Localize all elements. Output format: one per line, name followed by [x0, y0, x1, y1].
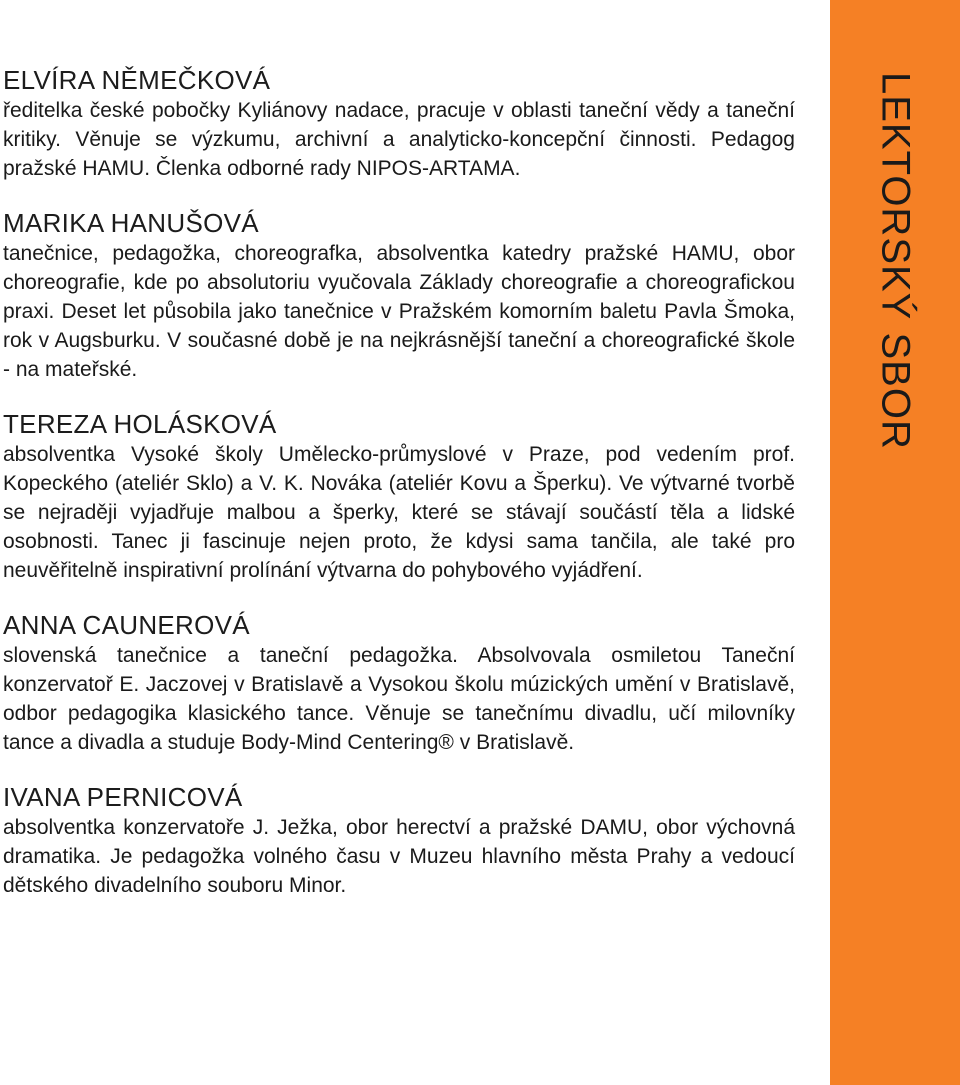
- sidebar-title: LEKTORSKÝ SBOR: [873, 72, 918, 450]
- person-bio: tanečnice, pedagožka, choreografka, absolventka katedry pražské HAMU, obor choreografie, kde po absolutoriu vyučovala Základy choreografie a choreografickou praxi. Deset let působila jako tanečnice v Pražském komorním baletu Pavla Šmoka, rok v Augsburku. V současné době je na nejkrásnější taneční a choreografické škole - na mateřské.: [3, 242, 795, 381]
- person-name: MARIKA HANUŠOVÁ: [3, 208, 259, 238]
- person-entry: [3, 609, 795, 757]
- person-bio: absolventka Vysoké školy Umělecko-průmyslové v Praze, pod vedením prof. Kopeckého (ateliér Sklo) a V. K. Nováka (ateliér Kovu a Šperku). Ve výtvarné tvorbě se nejraději vyjadřuje malbou a šperky, které se stávají součástí těla a lidské osobnosti. Tanec ji fascinuje nejen proto, že kdysi sama tančila, ale také pro neuvěřitelně inspirativní prolínání výtvarna do pohybového vyjádření.: [3, 443, 795, 582]
- person-name: IVANA PERNICOVÁ: [3, 782, 243, 812]
- person-entry: [3, 781, 795, 900]
- person-name: ELVÍRA NĚMEČKOVÁ: [3, 65, 271, 95]
- person-entry: [3, 207, 795, 384]
- person-name: ANNA CAUNEROVÁ: [3, 610, 250, 640]
- person-name: TEREZA HOLÁSKOVÁ: [3, 409, 277, 439]
- lecturers-list: [3, 64, 795, 900]
- person-bio: slovenská tanečnice a taneční pedagožka. Absolvovala osmiletou Taneční konzervatoř E. Jaczovej v Bratislavě a Vysokou školu múzických umění v Bratislavě, odbor pedagogika klasického tance. Věnuje se tanečnímu divadlu, učí milovníky tance a divadla a studuje Body-Mind Centering® v Bratislavě.: [3, 644, 795, 754]
- person-bio: ředitelka české pobočky Kyliánovy nadace, pracuje v oblasti taneční vědy a taneční kritiky. Věnuje se výzkumu, archivní a analyticko-koncepční činnosti. Pedagog pražské HAMU. Členka odborné rady NIPOS-ARTAMA.: [3, 99, 795, 180]
- person-entry: [3, 408, 795, 585]
- person-entry: [3, 64, 795, 183]
- orange-sidebar: [830, 0, 960, 1085]
- person-bio: absolventka konzervatoře J. Ježka, obor herectví a pražské DAMU, obor výchovná dramatika. Je pedagožka volného času v Muzeu hlavního města Prahy a vedoucí dětského divadelního souboru Minor.: [3, 816, 795, 897]
